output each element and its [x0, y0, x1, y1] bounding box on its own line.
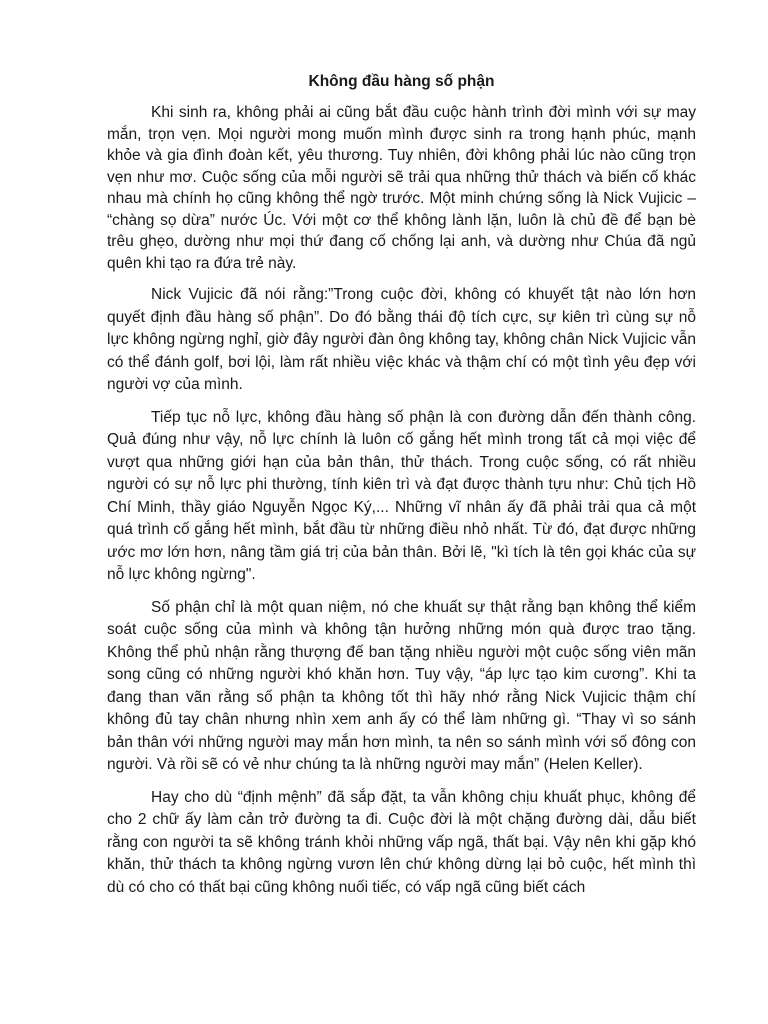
paragraph-5: Hay cho dù “định mệnh” đã sắp đặt, ta vẫn không chịu khuất phục, không để cho 2 chữ ấy làm cản trở đường ta đi. Cuộc đời là một chặng đường dài, dẫu biết rằng con người ta sẽ không tránh khỏi những vấp ngã, thất bại. Vậy nên khi gặp khó khăn, thử thách ta không ngừng vươn lên chứ không dừng lại bỏ cuộc, hết mình thì dù có cho có thất bại cũng không nuối tiếc, có vấp ngã cũng biết cách [107, 788, 696, 896]
paragraph-2: Nick Vujicic đã nói rằng:”Trong cuộc đời, không có khuyết tật nào lớn hơn quyết định đầu hàng số phận”. Do đó bằng thái độ tích cực, sự kiên trì cùng sự nỗ lực không ngừng nghỉ, giờ đây người đàn ông không tay, không chân Nick Vujicic vẫn có thể đánh golf, bơi lội, làm rất nhiều việc khác và thậm chí có một tình yêu đẹp với người vợ của mình. [107, 286, 696, 393]
paragraph-4: Số phận chỉ là một quan niệm, nó che khuất sự thật rằng bạn không thể kiểm soát cuộc sống của mình và không tận hưởng những món quà được trao tặng. Không thể phủ nhận rằng thượng đế ban tặng nhiều người một cuộc sống viên mãn song cũng có những người khó khăn hơn. Tuy vậy, “áp lực tạo kim cương”. Khi ta đang than vãn rằng số phận ta không tốt thì hãy nhớ rằng Nick Vujicic thậm chí không đủ tay chân nhưng nhìn xem anh ấy có thể làm những gì. “Thay vì so sánh bản thân với những người may mắn hơn mình, ta nên so sánh mình với số đông con người. Và rồi sẽ có vẻ như chúng ta là những người may mắn” (Helen Keller). [107, 598, 696, 773]
paragraph-1: Khi sinh ra, không phải ai cũng bắt đầu cuộc hành trình đời mình với sự may mắn, trọn vẹn. Mọi người mong muốn mình được sinh ra trong hạnh phúc, mạnh khỏe và gia đình đoàn kết, yêu thương. Tuy nhiên, đời không phải lúc nào cũng trọn vẹn như mơ. Cuộc sống của mỗi người sẽ trải qua những thử thách và biến cố khác nhau mà chính họ cũng không thể ngờ trước. Một minh chứng sống là Nick Vujicic – “chàng sọ dừa” nước Úc. Với một cơ thể không lành lặn, luôn là chủ đề để bạn bè trêu ghẹo, dường như mọi thứ đang cố chống lại anh, và dường như Chúa đã ngủ quên khi tạo ra đứa trẻ này. [107, 104, 696, 272]
document-title: Không đầu hàng số phận [308, 73, 495, 90]
paragraph-3: Tiếp tục nỗ lực, không đầu hàng số phận là con đường dẫn đến thành công. Quả đúng như vậy, nỗ lực chính là luôn cố gắng hết mình trong tất cả mọi việc để vượt qua những giới hạn của bản thân, thử thách. Trong cuộc sống, có rất nhiều người có sự nỗ lực phi thường, tính kiên trì và đạt được thành tựu như: Chủ tịch Hồ Chí Minh, thầy giáo Nguyễn Ngọc Ký,... Những vĩ nhân ấy đã phải trải qua cả một quá trình cố gắng hết mình, bắt đầu từ những điều nhỏ nhất. Từ đó, đạt được những ước mơ lớn hơn, nâng tầm giá trị của bản thân. Bởi lẽ, "kì tích là tên gọi khác của sự nỗ lực không ngừng". [107, 408, 696, 583]
